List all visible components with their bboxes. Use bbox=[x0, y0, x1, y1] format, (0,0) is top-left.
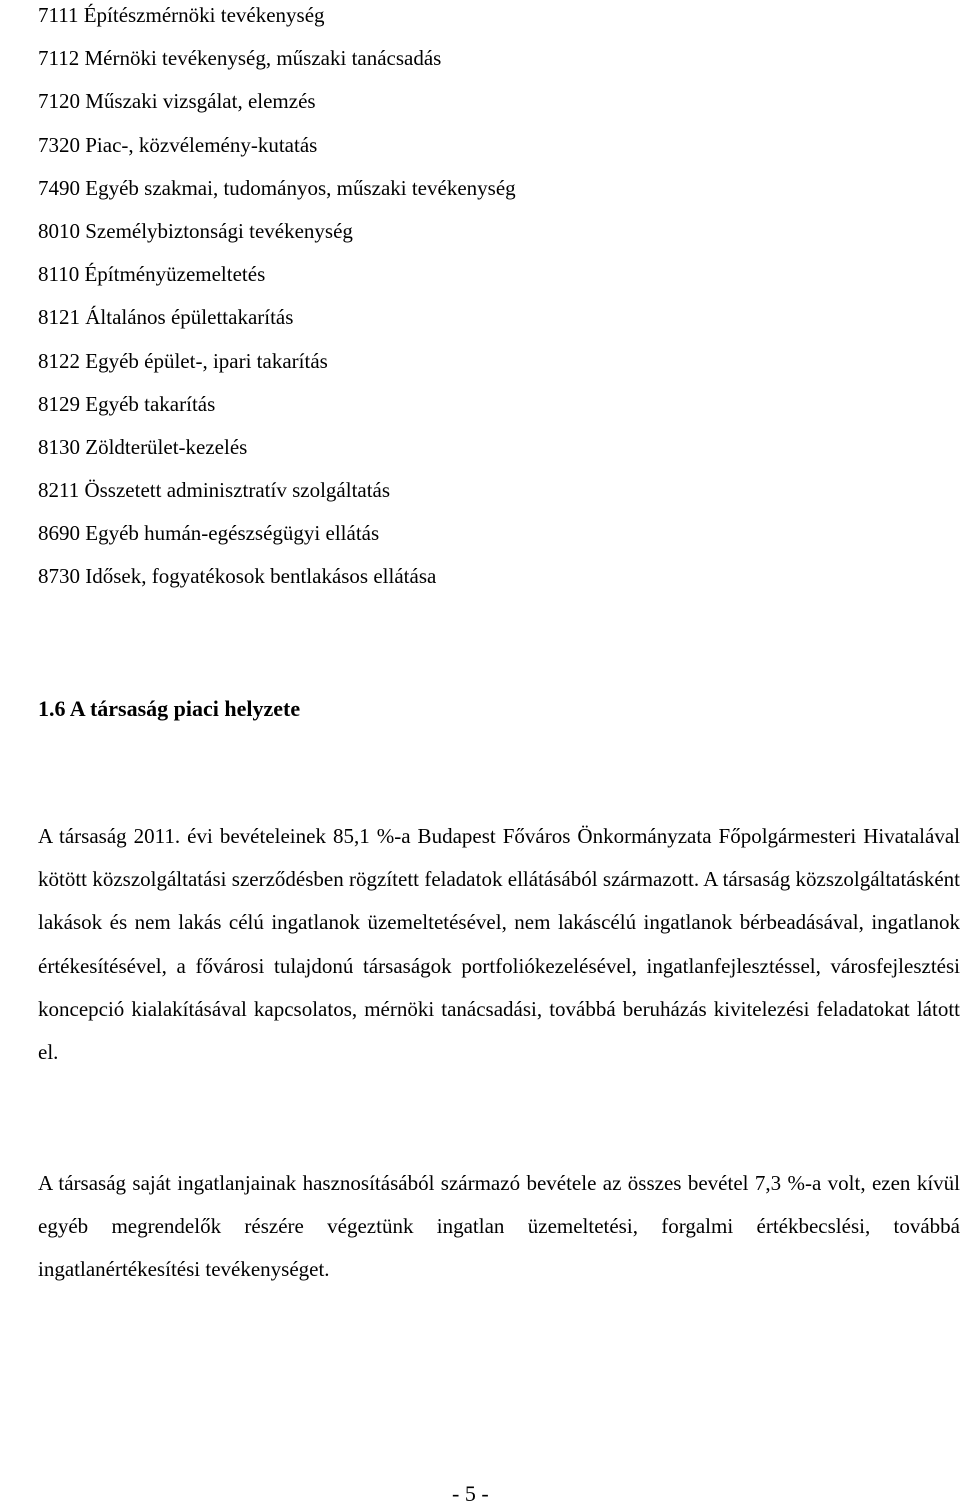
activity-item: 8129 Egyéb takarítás bbox=[38, 391, 216, 416]
activity-item: 7120 Műszaki vizsgálat, elemzés bbox=[38, 89, 316, 114]
activity-list bbox=[38, 0, 516, 587]
activity-item: 8110 Építményüzemeltetés bbox=[38, 262, 266, 287]
activity-item: 8122 Egyéb épület-, ipari takarítás bbox=[38, 348, 328, 373]
activity-item: 8010 Személybiztonsági tevékenység bbox=[38, 218, 353, 243]
activity-item: 7111 Építészmérnöki tevékenység bbox=[38, 3, 325, 27]
body-paragraph: A társaság 2011. évi bevételeinek 85,1 %-a Budapest Főváros Önkormányzata Főpolgármesteri Hivatalával kötött közszolgáltatási szerződésben rögzített feladatok ellátásából származott. A társaság közszolgáltatásként lakások és nem lakás célú ingatlanok üzemeltetésével, nem lakáscélú ingatlanok bérbeadásával, ingatlanok értékesítésével, a fővárosi tulajdonú társaságok portfoliókezelésével, ingatlanfejlesztéssel, városfejlesztési koncepció kialakításával kapcsolatos, mérnöki tanácsadási, továbbá beruházás kivitelezési feladatokat látott el. bbox=[38, 824, 960, 1065]
activity-item: 8130 Zöldterület-kezelés bbox=[38, 434, 248, 459]
page-number: - 5 - bbox=[452, 1481, 489, 1506]
activity-item: 8730 Idősek, fogyatékosok bentlakásos ellátása bbox=[38, 564, 437, 589]
activity-item: 7320 Piac-, közvélemény-kutatás bbox=[38, 132, 318, 157]
activity-item: 8121 Általános épülettakarítás bbox=[38, 305, 294, 330]
activity-item: 7490 Egyéb szakmai, tudományos, műszaki tevékenység bbox=[38, 175, 516, 200]
activity-item: 8690 Egyéb humán-egészségügyi ellátás bbox=[38, 521, 380, 546]
section-heading: 1.6 A társaság piaci helyzete bbox=[38, 696, 301, 721]
activity-item: 8211 Összetett adminisztratív szolgáltatás bbox=[38, 478, 391, 503]
body-paragraph: A társaság saját ingatlanjainak hasznosításából származó bevétele az összes bevétel 7,3 %-a volt, ezen kívül egyéb megrendelők részére végeztünk ingatlan üzemeltetési, forgalmi értékbecslési, továbbá ingatlanértékesítési tevékenységet. bbox=[38, 1171, 960, 1282]
activity-item: 7112 Mérnöki tevékenység, műszaki tanácsadás bbox=[38, 46, 442, 71]
